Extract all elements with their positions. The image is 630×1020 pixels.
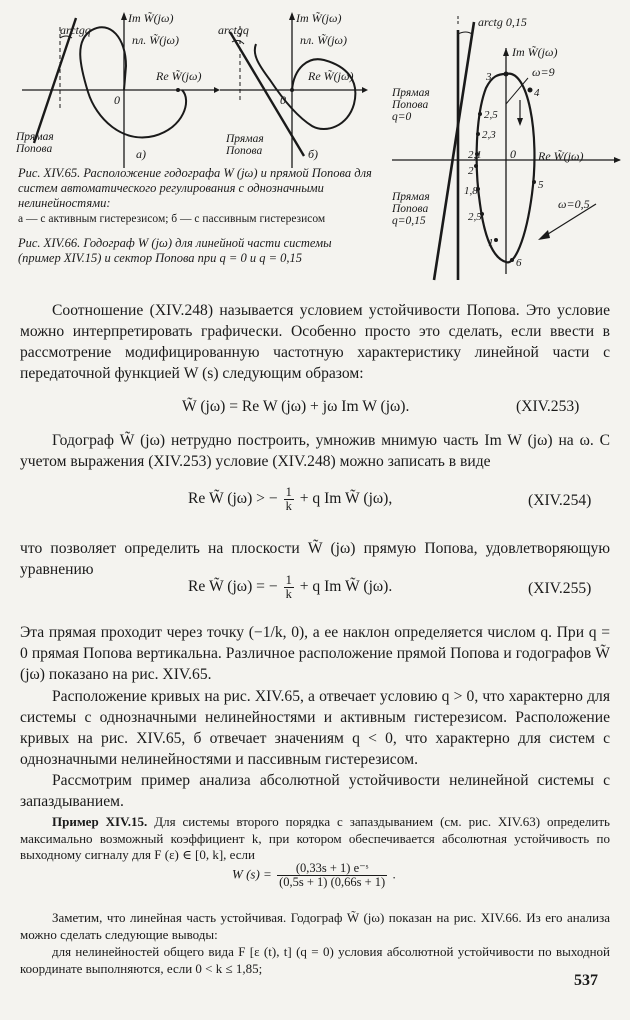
equation-253: W̃ (jω) = Re W (jω) + jω Im W (jω). <box>182 398 410 415</box>
eq254-fraction <box>284 486 294 513</box>
fig65a-panel: а) <box>136 147 146 161</box>
fig66-origin: 0 <box>510 147 516 161</box>
fig66-pt-6: 6 <box>516 257 522 269</box>
figure-65b <box>212 8 372 173</box>
equation-253-number: (XIV.253) <box>516 398 580 415</box>
fig66-pt-4: 4 <box>534 87 540 99</box>
equation-254 <box>188 486 392 513</box>
fig65a-origin: 0 <box>114 93 120 107</box>
fig66-angle-label: arctg 0,15 <box>478 15 527 29</box>
eq255-right: + q Im W̃ (jω). <box>299 578 393 596</box>
fig66-pt-2: 2 <box>468 165 474 177</box>
eq254-frac-den: k <box>285 499 292 513</box>
fig65a-angle-label: arctgq <box>60 23 91 37</box>
paragraph-5: Расположение кривых на рис. XIV.65, а отвечает условию q > 0, что характерно для системы с однозначными нелинейностями и активным гистерезисом. Расположение кривых на рис. XIV.65, б отвечает значениям q < 0, что характерно для систем с однозначными нелинейностями и пассивным гистерезисом. <box>20 688 610 768</box>
eq255-frac-den: k <box>285 587 292 601</box>
ws-den: (0,5s + 1) (0,66s + 1) <box>279 875 386 889</box>
fig66-pt-5: 5 <box>538 179 544 191</box>
fig65b-im-label: Im W̃(jω) <box>296 11 342 25</box>
fig66-pt-18: 1,8 <box>464 185 478 197</box>
paragraph-8: для нелинейностей общего вида F [ε (t), t] (q = 0) условия абсолютной устойчивости по выходной координате выполняются, если 0 < k ≤ 1,85; <box>20 944 610 976</box>
eq255-left: Re W̃ (jω) = − <box>188 578 278 596</box>
equation-255 <box>188 574 392 601</box>
page-number: 537 <box>574 972 598 989</box>
fig65b-pl-label: пл. W̃(jω) <box>300 33 348 47</box>
fig66-line1-label: Прямая Попова q=0 <box>392 87 430 123</box>
fig66-omega-top: ω=9 <box>532 65 555 79</box>
paragraph-4: Эта прямая проходит через точку (−1/k, 0), а ее наклон определяется числом q. При q = 0 прямая Попова вертикальна. Различное расположение прямой Попова и годографов W̃ (jω) показано на рис. XIV.65. <box>20 624 610 683</box>
fig66-pt-25a: 2,5 <box>484 109 498 121</box>
fig65b-angle-label: arctgq <box>218 23 249 37</box>
fig65-caption: Рис. XIV.65. Расположение годографа W (jω) и прямой Попова для систем автоматического регулирования с однозначными нелинейностями: <box>18 166 372 210</box>
fig66-caption: Рис. XIV.66. Годограф W (jω) для линейной части системы (пример XIV.15) и сектор Попова при q = 0 и q = 0,15 <box>18 236 332 265</box>
paragraph-7: Заметим, что линейная часть устойчивая. Годограф W̃ (jω) показан на рис. XIV.66. Из его анализа можно сделать следующие выводы: <box>20 910 610 942</box>
eq254-left: Re W̃ (jω) > − <box>188 490 278 508</box>
example-title: Пример XIV.15. <box>52 814 148 829</box>
paragraph-3: что позволяет определить на плоскости W̃ (jω) прямую Попова, удовлетворяющую уравнению <box>20 540 610 578</box>
paragraph-1: Соотношение (XIV.248) называется условием устойчивости Попова. Это условие можно интерпретировать графически. Особенно просто это сделать, если ввести в рассмотрение модифицированную частотную характеристику линейной части с передаточной функцией W (s) следующим образом: <box>20 302 610 382</box>
eq255-frac-num: 1 <box>285 573 292 587</box>
fig65a-pl-label: пл. W̃(jω) <box>132 33 180 47</box>
eq255-fraction <box>284 574 294 601</box>
fig66-omega-right: ω=0,5 <box>558 197 590 211</box>
fig66-pt-1: 1 <box>488 237 494 249</box>
fig66-pt-25b: 2,5 <box>468 211 482 223</box>
ws-end: . <box>392 866 396 882</box>
fig66-line2-label: Прямая Попова q=0,15 <box>392 191 430 227</box>
equation-255-number: (XIV.255) <box>528 580 592 597</box>
fig66-im-label: Im W̃(jω) <box>512 45 558 59</box>
fig65a-re-label: Re W̃(jω) <box>156 69 202 83</box>
fig65b-line-label: Прямая Попова <box>226 133 264 157</box>
ws-fraction <box>277 862 387 889</box>
fig65b-re-label: Re W̃(jω) <box>308 69 354 83</box>
paragraph-2: Годограф W̃ (jω) нетрудно построить, умножив мнимую часть Im W (jω) на ω. С учетом выражения (XIV.253) условие (XIV.248) можно записать в виде <box>20 432 610 470</box>
fig66-pt-3: 3 <box>486 71 492 83</box>
ws-left: W (s) = <box>232 866 272 882</box>
fig65a-line-label: Прямая Попова <box>16 131 54 155</box>
example-body: Для системы второго порядка с запаздыванием (см. рис. XIV.63) определить максимально возможный коэффициент k, при котором обеспечивается абсолютная устойчивость по выходному сигналу для F (ε) ∈ [0, k], если <box>20 814 610 862</box>
eq254-right: + q Im W̃ (jω), <box>299 490 393 508</box>
fig65b-origin: 0 <box>280 93 286 107</box>
fig65-subcaption: а — с активным гистерезисом; б — с пассивным гистерезисом <box>18 213 326 225</box>
equation-254-number: (XIV.254) <box>528 492 592 509</box>
fig66-pt-23: 2,3 <box>482 129 496 141</box>
fig65a-im-label: Im W̃(jω) <box>128 11 174 25</box>
fig65b-panel: б) <box>308 147 319 161</box>
ws-num: (0,33s + 1) e⁻ˢ <box>277 862 387 876</box>
fig65b-hodograph <box>255 44 356 129</box>
figure-66 <box>388 4 628 284</box>
ws-formula <box>232 862 396 889</box>
eq254-frac-num: 1 <box>285 485 292 499</box>
figure-65a <box>14 8 224 173</box>
paragraph-6: Рассмотрим пример анализа абсолютной устойчивости нелинейной системы с запаздыванием. <box>20 772 610 810</box>
example-paragraph <box>20 814 610 864</box>
fig66-pt-21: 2,1 <box>468 149 482 161</box>
fig66-re-label: Re W̃(jω) <box>538 149 584 163</box>
